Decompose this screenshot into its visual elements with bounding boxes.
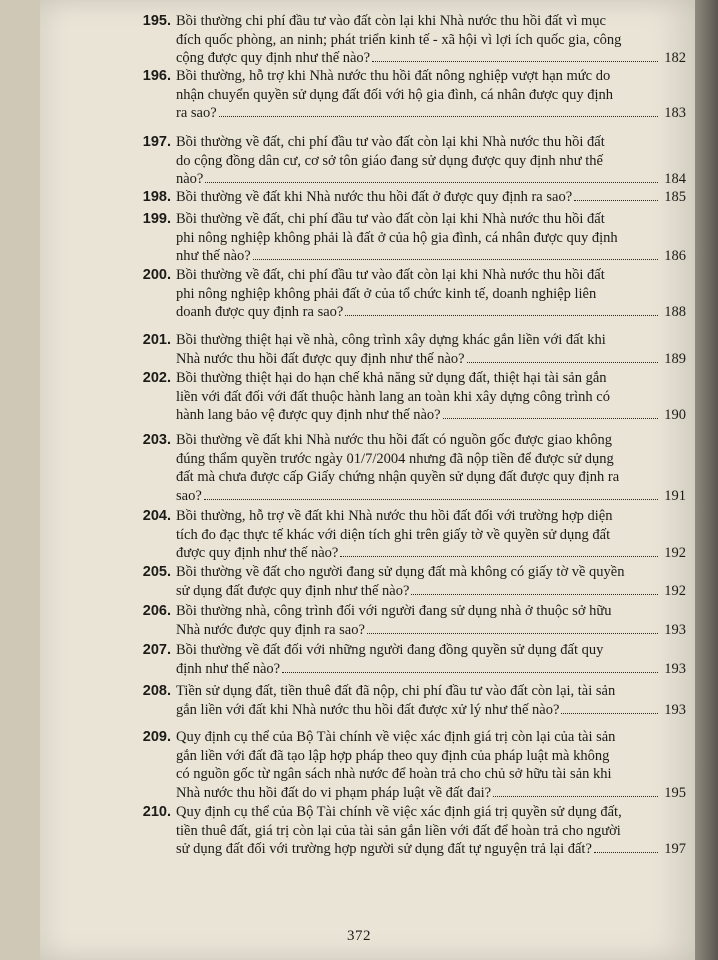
dot-leader <box>345 304 658 316</box>
entry-title-line: cộng được quy định như thế nào? <box>176 50 371 67</box>
entry-title-line: gắn liền với đất đã tạo lập hợp pháp theo quy định của pháp luật mà không <box>176 747 610 764</box>
entry-title-line: sử dụng đất được quy định như thế nào? <box>176 582 410 599</box>
entry-title <box>176 188 686 207</box>
dot-leader <box>340 545 658 557</box>
entry-page-number: 195 <box>664 784 686 801</box>
entry-page-number: 192 <box>664 582 686 599</box>
entry-number: 195. <box>142 13 171 29</box>
dot-leader <box>561 702 658 714</box>
entry-title <box>176 133 686 189</box>
entry-title-line: ra sao? <box>176 105 217 122</box>
entry-title <box>176 67 686 123</box>
entry-title-line: Bồi thường về đất cho người đang sử dụng đất mà không có giấy tờ về quyền <box>176 564 625 580</box>
entry-title-line: như thế nào? <box>176 248 251 265</box>
entry-title-line: Bồi thường về đất khi Nhà nước thu hồi đất ở được quy định ra sao? <box>176 189 573 205</box>
entry-title-line: Nhà nước được quy định ra sao? <box>176 621 365 638</box>
entry-number: 204. <box>142 508 171 524</box>
dot-leader <box>467 351 658 363</box>
entry-title-line: phi nông nghiệp không phải đất ở của tổ chức kinh tế, doanh nghiệp liên <box>176 285 597 302</box>
entry-title-line: Bồi thường về đất, chi phí đầu tư vào đất còn lại khi Nhà nước thu hồi đất <box>176 267 605 283</box>
entry-last-line <box>176 350 686 369</box>
entry-title-line: Nhà nước thu hồi đất do vi phạm pháp luật về đất đai? <box>176 784 492 801</box>
entry-number: 206. <box>142 603 171 619</box>
entry-title-line: được quy định như thế nào? <box>176 545 339 562</box>
entry-number: 200. <box>142 267 171 283</box>
entry-title <box>176 803 686 859</box>
entry-page-number: 193 <box>664 660 686 677</box>
entry-page-number: 189 <box>664 350 686 367</box>
entry-last-line <box>176 303 686 322</box>
entry-last-line <box>176 840 686 859</box>
entry-title-line: sử dụng đất đối với trường hợp người sử dụng đất tự nguyện trả lại đất? <box>176 841 592 858</box>
entry-last-line <box>176 621 686 640</box>
entry-last-line <box>176 49 686 68</box>
entry-title-line: Bồi thường về đất đối với những người đang đồng quyền sử dụng đất quy <box>176 642 604 658</box>
entry-page-number: 185 <box>664 189 686 205</box>
entry-title-line: doanh được quy định ra sao? <box>176 304 344 321</box>
entry-title-line: có nguồn gốc từ ngân sách nhà nước để hoàn trả cho chủ sở hữu tài sản khi <box>176 766 612 783</box>
dot-leader <box>219 105 658 117</box>
entry-title-line: Bồi thường, hỗ trợ về đất khi Nhà nước thu hồi đất đối với trường hợp diện <box>176 508 613 524</box>
entry-title-line: gắn liền với đất khi Nhà nước thu hồi đất được xử lý như thế nào? <box>176 701 560 718</box>
entry-title-line: Bồi thường, hỗ trợ khi Nhà nước thu hồi đất nông nghiệp vượt hạn mức do <box>176 68 611 84</box>
entry-title-line: nhận chuyển quyền sử dụng đất đối với hộ gia đình, cá nhân được quy định <box>176 86 613 103</box>
entry-title-line: Nhà nước thu hồi đất được quy định như thế nào? <box>176 350 465 367</box>
entry-title <box>176 602 686 639</box>
entry-title-line: Bồi thường nhà, công trình đối với người đang sử dụng nhà ở thuộc sở hữu <box>176 603 612 619</box>
entry-last-line <box>176 487 686 506</box>
entry-title-line: liền với đất đối với đất thuộc hành lang an toàn khi xây dựng công trình có <box>176 388 610 405</box>
dot-leader <box>411 583 658 595</box>
entry-title <box>176 431 686 505</box>
entry-title-line: tiền thuê đất, giá trị còn lại của tài sản gắn liền với đất để hoàn trả cho người <box>176 822 621 839</box>
entry-title-line: hành lang bảo vệ được quy định như thế nào? <box>176 407 441 424</box>
entry-number: 203. <box>142 432 171 448</box>
entry-page-number: 182 <box>664 50 686 67</box>
entry-last-line <box>176 701 686 720</box>
entry-title <box>176 682 686 719</box>
entry-title-line: tích đo đạc thực tế khác với diện tích ghi trên giấy tờ về quyền sử dụng đất <box>176 526 611 543</box>
entry-last-line <box>176 188 686 207</box>
entry-title <box>176 266 686 322</box>
entry-number: 202. <box>142 370 171 386</box>
entry-last-line <box>176 104 686 123</box>
entry-title <box>176 210 686 266</box>
entry-title-line: sao? <box>176 487 202 504</box>
entry-title <box>176 728 686 802</box>
entry-number: 198. <box>142 189 171 205</box>
entry-number: 207. <box>142 642 171 658</box>
book-spine <box>695 0 718 960</box>
entry-number: 209. <box>142 729 171 745</box>
entry-last-line <box>176 544 686 563</box>
entry-number: 199. <box>142 211 171 227</box>
entry-page-number: 183 <box>664 105 686 122</box>
entry-title-line: Bồi thường thiệt hại do hạn chế khả năng sử dụng đất, thiệt hại tài sản gắn <box>176 370 607 386</box>
entry-number: 197. <box>142 134 171 150</box>
entry-last-line <box>176 784 686 803</box>
entry-number: 196. <box>142 68 171 84</box>
entry-title-line: do cộng đồng dân cư, cơ sở tôn giáo đang sử dụng được quy định như thế <box>176 152 603 169</box>
entry-title-line: Quy định cụ thể của Bộ Tài chính về việc xác định giá trị còn lại của tài sản <box>176 729 616 745</box>
entry-title-line: Bồi thường về đất, chi phí đầu tư vào đất còn lại khi Nhà nước thu hồi đất <box>176 134 605 150</box>
page-number: 372 <box>347 928 371 944</box>
entry-page-number: 192 <box>664 545 686 562</box>
entry-number: 208. <box>142 683 171 699</box>
entry-title-line: đích quốc phòng, an ninh; phát triển kinh tế - xã hội vì lợi ích quốc gia, công <box>176 31 622 48</box>
entry-title <box>176 563 686 600</box>
entry-page-number: 190 <box>664 407 686 424</box>
entry-title-line: Quy định cụ thể của Bộ Tài chính về việc xác định giá trị quyền sử dụng đất, <box>176 804 622 820</box>
entry-title <box>176 641 686 678</box>
dot-leader <box>443 407 658 419</box>
entry-page-number: 193 <box>664 701 686 718</box>
entry-number: 201. <box>142 332 171 348</box>
entry-title-line: đất mà chưa được cấp Giấy chứng nhận quyền sử dụng đất được quy định ra <box>176 469 620 486</box>
entry-page-number: 197 <box>664 841 686 858</box>
entry-number: 205. <box>142 564 171 580</box>
dot-leader <box>493 785 658 797</box>
entry-last-line <box>176 660 686 679</box>
entry-last-line <box>176 406 686 425</box>
entry-title-line: nào? <box>176 171 204 188</box>
entry-title-line: đúng thẩm quyền trước ngày 01/7/2004 nhưng đã nộp tiền để được sử dụng <box>176 450 614 467</box>
entry-title-line: Bồi thường về đất khi Nhà nước thu hồi đất có nguồn gốc được giao không <box>176 432 612 448</box>
dot-leader <box>594 841 658 853</box>
dot-leader <box>253 248 658 260</box>
entry-page-number: 191 <box>664 487 686 504</box>
entry-page-number: 186 <box>664 248 686 265</box>
entry-number: 210. <box>142 804 171 820</box>
entry-title-line: Bồi thường về đất, chi phí đầu tư vào đất còn lại khi Nhà nước thu hồi đất <box>176 211 605 227</box>
entry-title-line: định như thế nào? <box>176 660 281 677</box>
entry-last-line <box>176 170 686 189</box>
dot-leader <box>204 488 658 500</box>
entry-title-line: Bồi thường thiệt hại về nhà, công trình xây dựng khác gắn liền với đất khi <box>176 332 606 348</box>
entry-title-line: Bồi thường chi phí đầu tư vào đất còn lại khi Nhà nước thu hồi đất vì mục <box>176 13 606 29</box>
entry-title <box>176 369 686 425</box>
entry-page-number: 188 <box>664 304 686 321</box>
entry-title <box>176 331 686 368</box>
entry-page-number: 184 <box>664 171 686 188</box>
entry-last-line <box>176 247 686 266</box>
dot-leader <box>372 50 658 62</box>
entry-title-line: Tiền sử dụng đất, tiền thuê đất đã nộp, chi phí đầu tư vào đất còn lại, tài sản <box>176 683 616 699</box>
dot-leader <box>574 189 658 201</box>
entry-page-number: 193 <box>664 621 686 638</box>
dot-leader <box>205 171 658 183</box>
dot-leader <box>367 622 658 634</box>
dot-leader <box>282 661 658 673</box>
entry-title <box>176 507 686 563</box>
entry-last-line <box>176 582 686 601</box>
entry-title <box>176 12 686 68</box>
entry-title-line: phi nông nghiệp không phải là đất ở của hộ gia đình, cá nhân được quy định <box>176 229 618 246</box>
